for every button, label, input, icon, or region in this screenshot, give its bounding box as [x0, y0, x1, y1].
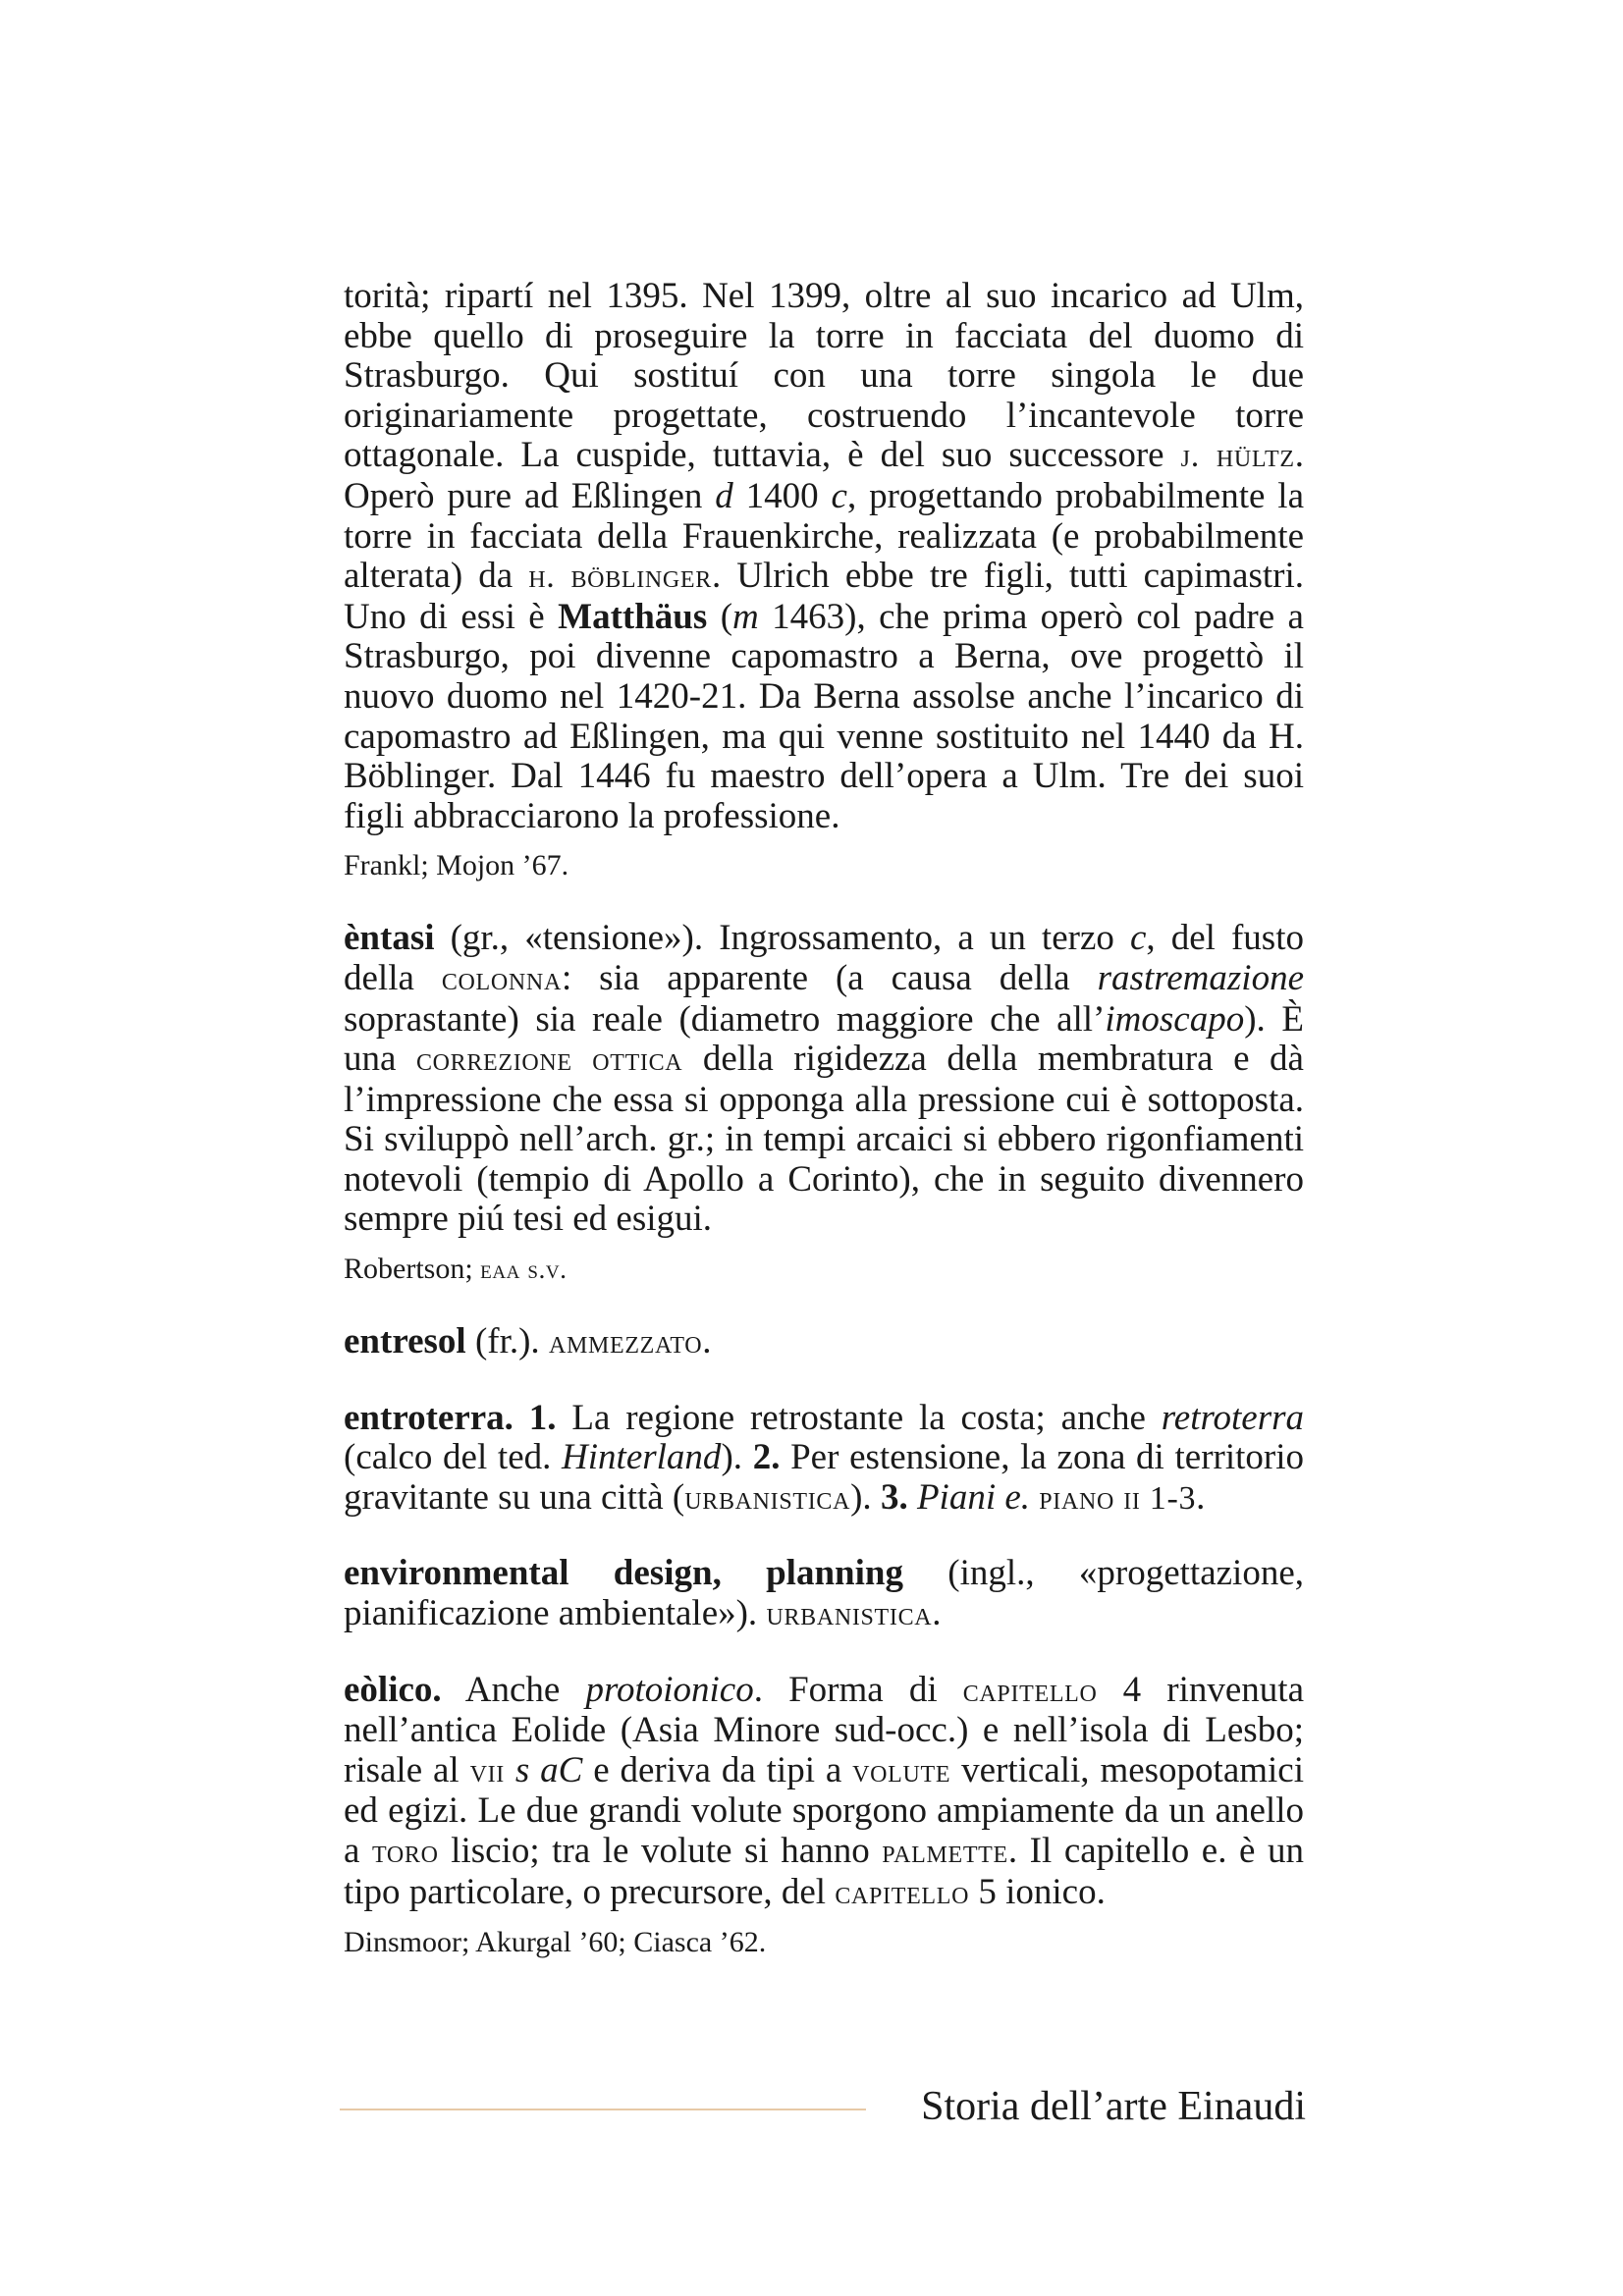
text-run	[908, 1477, 917, 1518]
entry-body	[344, 1322, 1304, 1363]
cross-reference: colonna	[441, 960, 562, 997]
headword: Matthäus	[558, 596, 708, 637]
sense-number: 1.	[528, 1397, 557, 1438]
text-run: (fr.).	[465, 1321, 549, 1362]
cross-reference: urbanistica	[766, 1596, 933, 1633]
bibliography-text: Frankl; Mojon ’67.	[344, 849, 569, 882]
cross-reference: capitello	[962, 1672, 1098, 1709]
entry-ensinger-continued	[344, 277, 1304, 883]
sense-number: 3.	[880, 1476, 908, 1518]
italic-run: d	[715, 475, 733, 516]
cross-reference: volute	[852, 1752, 951, 1789]
text-run: Per estensione, la zona di territorio gravitante su una città (	[344, 1437, 1304, 1518]
text-run: . Operò pure ad Eßlingen	[344, 435, 1304, 516]
text-run: verticali, mesopotamici ed egizi. Le due grandi volute sporgono ampiamente da un anello a	[344, 1749, 1305, 1871]
text-run: (ingl., «progettazione, pianificazione ambientale»).	[344, 1553, 1304, 1634]
footer-publication-title: Storia dell’arte Einaudi	[921, 2084, 1306, 2129]
text-run: torità; ripartí nel 1395. Nel 1399, oltre al suo incarico ad Ulm, ebbe quello di proseguire la torre in facciata del duomo di Strasburgo. Qui sostituí con una torre singola le due originariamente progettate, costruendo l’incantevole torre ottagonale. La cuspide, tuttavia, è del suo successore	[344, 276, 1304, 476]
headword: entroterra.	[344, 1397, 514, 1438]
cross-reference: palmette	[882, 1834, 1008, 1870]
italic-run: retroterra	[1161, 1397, 1305, 1438]
text-run: ). È una	[344, 998, 1304, 1080]
text-run: , del fusto della	[344, 918, 1304, 998]
text-run: La regione retrostante la costa; anche	[556, 1397, 1162, 1438]
text-run: 1463), che prima operò col padre a Strasburgo, poi divenne capomastro a Berna, ove progettò il nuovo duomo nel 1420-21. Da Berna assolse anche l’incarico di capomastro ad Eßlingen, ma qui venne sostituito nel 1440 da H. Böblinger. Dal 1446 fu maestro dell’opera a Ulm. Tre dei suoi figli abbracciarono la professione.	[344, 596, 1304, 836]
cross-reference: toro	[371, 1834, 439, 1870]
text-run: ).	[721, 1437, 753, 1478]
text-run: . Forma di	[753, 1669, 963, 1710]
text-run: 4 rinvenuta nell’antica Eolide (Asia Minore sud-occ.) e nell’isola di Lesbo; risale al	[344, 1669, 1304, 1790]
italic-run: imoscapo	[1105, 998, 1245, 1040]
italic-run: Hinterland	[562, 1437, 722, 1478]
cross-reference: correzione ottica	[415, 1041, 683, 1079]
sense-number: 2.	[752, 1437, 781, 1478]
cross-reference: ammezzato	[548, 1324, 703, 1362]
text-run	[505, 1750, 515, 1790]
bibliography-text: Robertson;	[344, 1253, 481, 1286]
entry-bibliography	[344, 1252, 1304, 1287]
page-footer	[340, 2079, 1306, 2138]
entry-environmental-design	[344, 1554, 1304, 1634]
cross-reference: j. hültz	[1180, 438, 1295, 475]
italic-run: c	[1129, 918, 1147, 959]
entry-entroterra	[344, 1399, 1304, 1520]
text-run: 1400	[732, 475, 832, 516]
italic-run: protoionico	[585, 1669, 754, 1710]
entry-body	[344, 1671, 1304, 1914]
text-run: , progettando probabilmente la torre in facciata della Frauenkirche, realizzata (e probabilmente alterata) da	[344, 475, 1305, 597]
text-run: soprastante) sia reale (diametro maggiore che all’	[344, 998, 1106, 1040]
headword: eòlico.	[344, 1669, 442, 1710]
text-run: . Ulrich ebbe tre figli, tutti capimastri. Uno di essi è	[344, 556, 1304, 637]
text-run: (calco del ted.	[344, 1437, 563, 1478]
headword: entresol	[344, 1321, 466, 1362]
text-run: : sia apparente (a causa della	[561, 957, 1098, 998]
cross-reference: urbanistica	[684, 1479, 851, 1517]
headword: environmental design, planning	[344, 1553, 903, 1594]
cross-reference: h. böblinger	[528, 559, 712, 596]
text-run: .	[932, 1593, 942, 1634]
text-run: .	[1196, 1476, 1206, 1518]
italic-run: m	[732, 596, 759, 637]
bibliography-text: Dinsmoor; Akurgal ’60; Ciasca ’62.	[344, 1926, 767, 1959]
entry-body	[344, 919, 1304, 1240]
entry-body	[344, 277, 1304, 836]
entry-bibliography	[344, 1925, 1304, 1960]
italic-run: s aC	[514, 1749, 583, 1790]
text-run: (	[707, 596, 733, 637]
text-run: Anche	[441, 1669, 586, 1710]
text-run: . Il capitello e. è un tipo particolare, o precursore, del	[344, 1831, 1304, 1912]
bibliography-abbreviation: eaa s.v.	[480, 1254, 568, 1285]
entry-entresol	[344, 1322, 1304, 1363]
entry-body	[344, 1554, 1304, 1634]
dictionary-column	[344, 277, 1304, 1960]
cross-reference: capitello	[835, 1874, 970, 1911]
text-run: 5 ionico.	[969, 1871, 1106, 1912]
text-run: ).	[850, 1476, 881, 1518]
entry-body	[344, 1399, 1304, 1520]
footer-rule	[340, 2109, 866, 2110]
cross-reference: piano ii 1-3	[1039, 1479, 1197, 1517]
text-run: (gr., «tensione»). Ingrossamento, a un terzo	[434, 918, 1130, 959]
century-numeral: vii	[469, 1752, 505, 1789]
entry-entasi	[344, 919, 1304, 1287]
text-run	[514, 1398, 529, 1438]
italic-run: c	[831, 475, 847, 516]
text-run: della rigidezza della membratura e dà l’impressione che essa si opponga alla pressione cui è sottoposta. Si sviluppò nell’arch. gr.; in tempi arcaici si ebbero rigonfiamenti notevoli (tempio di Apollo a Corinto), che in seguito divennero sempre piú tesi ed esigui.	[344, 1039, 1304, 1240]
italic-run: rastremazione	[1097, 957, 1304, 998]
text-run: e deriva da tipi a	[582, 1749, 853, 1790]
text-run	[1030, 1477, 1039, 1518]
text-run: liscio; tra le volute si hanno	[438, 1831, 883, 1871]
italic-run: Piani e.	[916, 1476, 1031, 1518]
entry-eolico	[344, 1671, 1304, 1961]
entry-bibliography	[344, 848, 1304, 883]
headword: èntasi	[344, 918, 435, 959]
text-run: .	[702, 1321, 712, 1362]
